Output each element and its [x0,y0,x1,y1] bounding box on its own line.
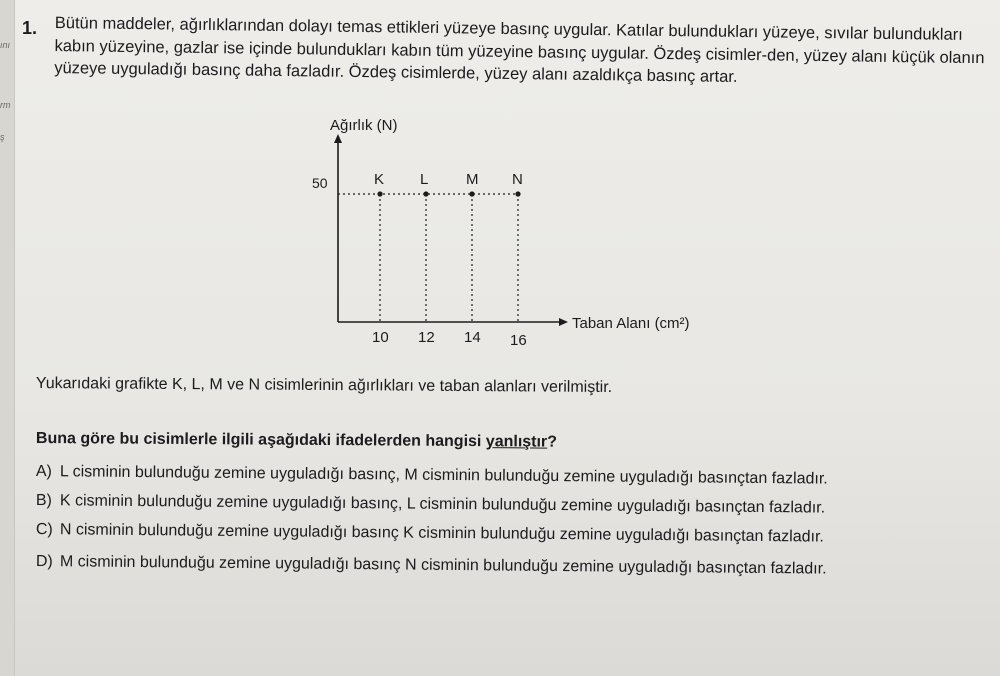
point-label: L [420,171,429,188]
x-axis-label: Taban Alanı (cm²) [572,315,690,332]
option-b[interactable] [36,492,986,519]
chart-svg [300,110,720,360]
option-text: L cisminin bulunduğu zemine uyguladığı basınç, M cisminin bulunduğu zemine uyguladığı basınçtan fazladır. [59,463,828,488]
x-tick-label: 10 [372,329,389,346]
y-axis-label: Ağırlık (N) [330,117,398,134]
margin-fragment: rm [0,100,11,110]
data-point [515,191,520,196]
prompt-text: Buna göre bu cisimlerle ilgili aşağıdaki ifadelerden hangisi [35,430,486,451]
data-point [469,191,474,196]
option-c[interactable] [36,521,986,548]
y-tick-label: 50 [312,175,328,191]
x-tick-label: 12 [418,329,435,346]
option-letter: A) [35,463,52,481]
x-tick-label: 14 [464,329,481,346]
left-margin-strip [0,0,15,676]
data-point [377,191,382,196]
option-a[interactable] [36,463,986,490]
prompt-emphasis: yanlıştır [485,433,548,451]
question-number: 1. [22,18,38,38]
option-letter: D) [35,553,53,571]
margin-fragment: ş [0,132,5,142]
option-text: M cisminin bulunduğu zemine uyguladığı basınç N cisminin bulunduğu zemine uyguladığı basınçtan fazladır. [59,553,827,578]
chart-axes [334,134,568,326]
x-axis-arrow-icon [559,318,568,326]
y-axis-arrow-icon [334,134,342,143]
option-letter: B) [35,492,52,510]
point-label: M [466,171,479,188]
x-tick-label: 16 [510,332,527,349]
option-text: N cisminin bulunduğu zemine uyguladığı basınç K cisminin bulunduğu zemine uyguladığı basınçtan fazladır. [59,521,824,546]
margin-fragment: ını [0,40,11,50]
weight-area-chart [300,110,720,360]
question-intro: Bütün maddeler, ağırlıklarından dolayı temas ettikleri yüzeye basınç uygular. Katılar bulundukları yüzeye, sıvılar bulundukları kabın yüzeyine, gazlar ise içinde bulundukları kabın tüm yüzeyine basınç uygular. Özdeş cisimler-den, yüzey alanı küçük olanın yüzeye uyguladığı basınç daha fazladır. Özdeş cisimlerde, yüzey alanı azaldıkça basınç artar. [54,13,985,86]
option-text: K cisminin bulunduğu zemine uyguladığı basınç, L cisminin bulunduğu zemine uyguladığı basınçtan fazladır. [59,492,826,517]
question-prompt [36,430,986,455]
point-label: K [374,171,385,188]
prompt-end: ? [547,433,558,451]
point-label: N [512,171,523,188]
option-letter: C) [35,521,53,539]
data-point [423,191,428,196]
option-d[interactable] [36,553,986,580]
chart-caption: Yukarıdaki grafikte K, L, M ve N cisimlerinin ağırlıkları ve taban alanları verilmiştir. [35,375,613,397]
